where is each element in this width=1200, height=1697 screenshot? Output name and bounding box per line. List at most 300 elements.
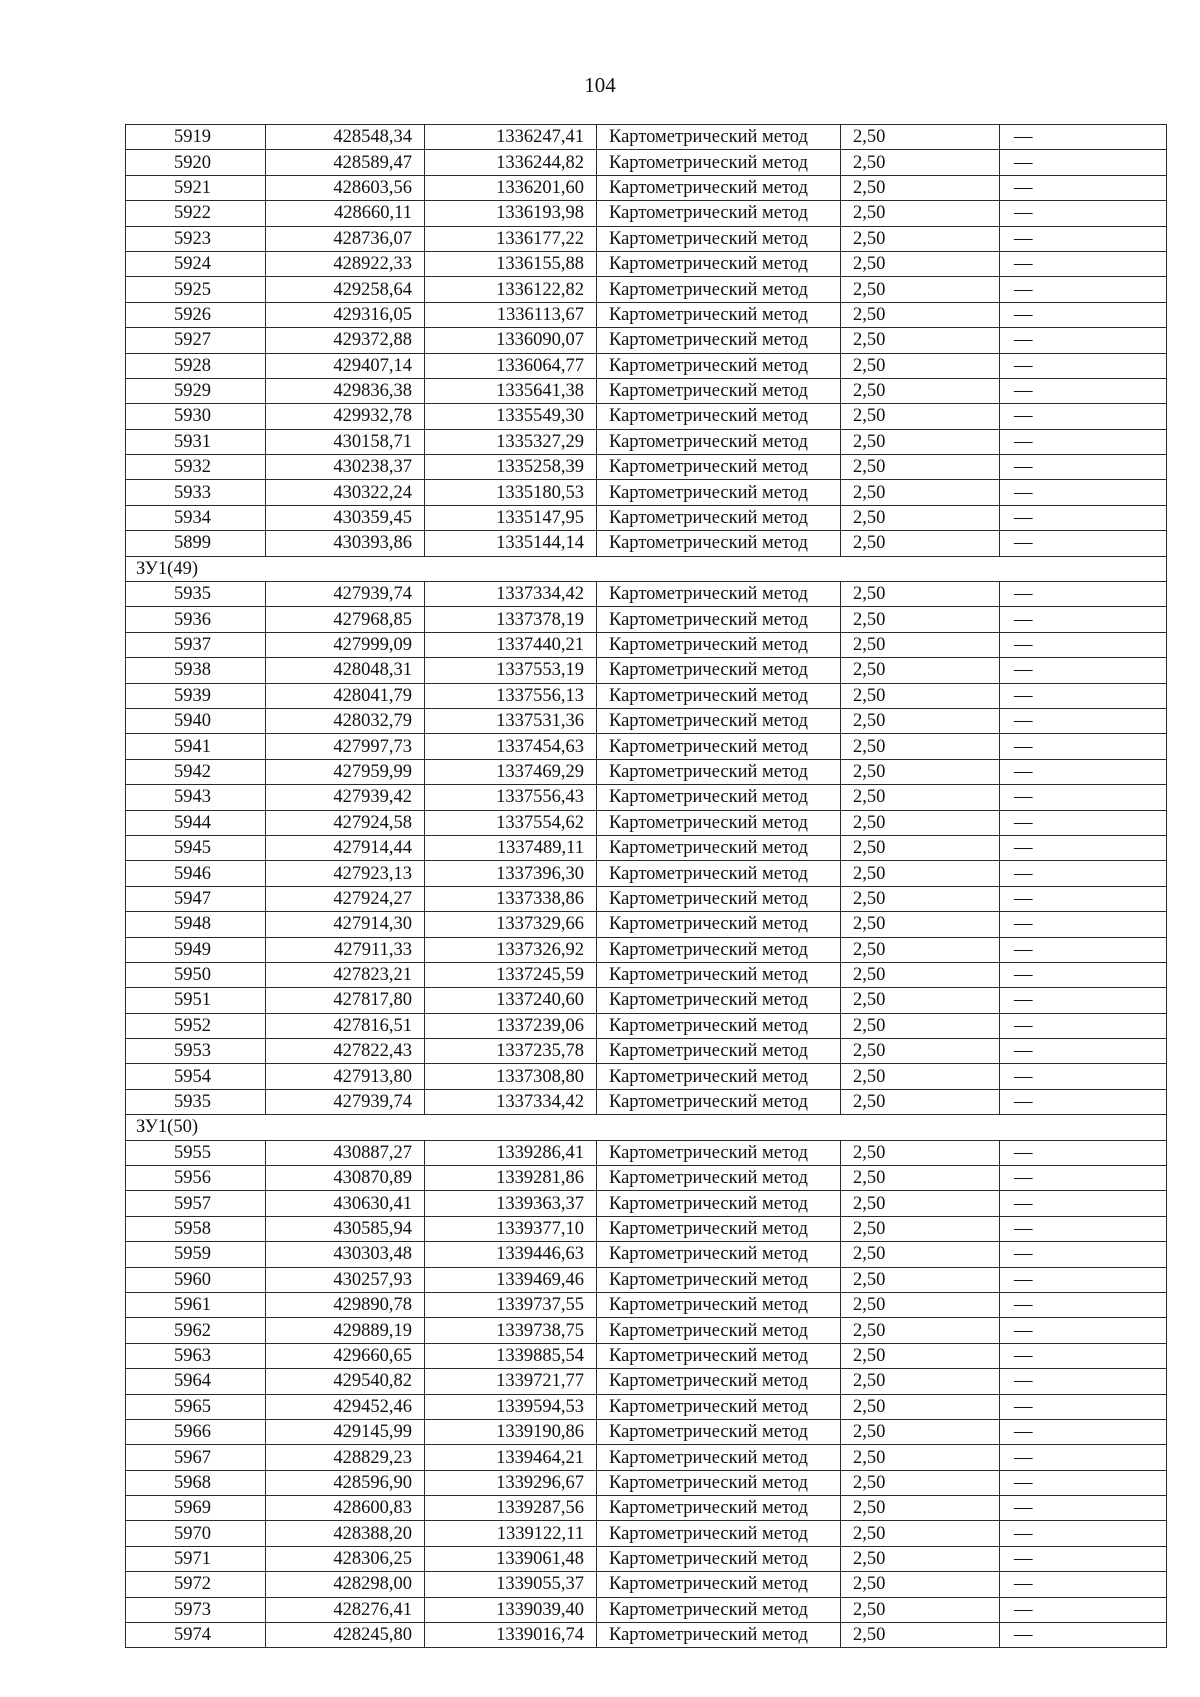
table-row	[126, 1039, 1167, 1064]
description-cell: —	[1000, 1369, 1167, 1394]
method-cell: Картометрический метод	[597, 1242, 841, 1267]
method-cell: Картометрический метод	[597, 912, 841, 937]
table-row	[126, 1419, 1167, 1444]
table-row	[126, 404, 1167, 429]
y-coordinate-cell: 1337489,11	[425, 835, 597, 860]
x-coordinate-cell: 430887,27	[266, 1140, 425, 1165]
point-number-cell: 5922	[126, 201, 266, 226]
x-coordinate-cell: 429316,05	[266, 302, 425, 327]
method-cell: Картометрический метод	[597, 201, 841, 226]
error-cell: 2,50	[841, 759, 1000, 784]
error-cell: 2,50	[841, 988, 1000, 1013]
table-row	[126, 505, 1167, 530]
x-coordinate-cell: 427939,74	[266, 582, 425, 607]
y-coordinate-cell: 1336177,22	[425, 226, 597, 251]
point-number-cell: 5948	[126, 912, 266, 937]
x-coordinate-cell: 430393,86	[266, 531, 425, 556]
y-coordinate-cell: 1337239,06	[425, 1013, 597, 1038]
description-cell: —	[1000, 1419, 1167, 1444]
table-row	[126, 429, 1167, 454]
method-cell: Картометрический метод	[597, 1343, 841, 1368]
point-number-cell: 5969	[126, 1496, 266, 1521]
method-cell: Картометрический метод	[597, 1623, 841, 1648]
description-cell: —	[1000, 1191, 1167, 1216]
y-coordinate-cell: 1339738,75	[425, 1318, 597, 1343]
point-number-cell: 5921	[126, 175, 266, 200]
method-cell: Картометрический метод	[597, 1013, 841, 1038]
x-coordinate-cell: 427999,09	[266, 632, 425, 657]
y-coordinate-cell: 1335549,30	[425, 404, 597, 429]
table-row	[126, 353, 1167, 378]
method-cell: Картометрический метод	[597, 1546, 841, 1571]
point-number-cell: 5972	[126, 1572, 266, 1597]
description-cell: —	[1000, 150, 1167, 175]
method-cell: Картометрический метод	[597, 861, 841, 886]
point-number-cell: 5974	[126, 1623, 266, 1648]
table-row	[126, 1369, 1167, 1394]
method-cell: Картометрический метод	[597, 1140, 841, 1165]
point-number-cell: 5970	[126, 1521, 266, 1546]
x-coordinate-cell: 427823,21	[266, 962, 425, 987]
table-row	[126, 962, 1167, 987]
x-coordinate-cell: 430585,94	[266, 1216, 425, 1241]
description-cell: —	[1000, 810, 1167, 835]
table-row	[126, 1318, 1167, 1343]
y-coordinate-cell: 1336193,98	[425, 201, 597, 226]
method-cell: Картометрический метод	[597, 378, 841, 403]
point-number-cell: 5963	[126, 1343, 266, 1368]
table-row	[126, 226, 1167, 251]
point-number-cell: 5964	[126, 1369, 266, 1394]
point-number-cell: 5968	[126, 1470, 266, 1495]
error-cell: 2,50	[841, 785, 1000, 810]
description-cell: —	[1000, 1216, 1167, 1241]
table-row	[126, 1496, 1167, 1521]
description-cell: —	[1000, 378, 1167, 403]
description-cell: —	[1000, 734, 1167, 759]
point-number-cell: 5927	[126, 328, 266, 353]
x-coordinate-cell: 427816,51	[266, 1013, 425, 1038]
description-cell: —	[1000, 861, 1167, 886]
y-coordinate-cell: 1339016,74	[425, 1623, 597, 1648]
method-cell: Картометрический метод	[597, 277, 841, 302]
error-cell: 2,50	[841, 582, 1000, 607]
method-cell: Картометрический метод	[597, 480, 841, 505]
section-label: ЗУ1(50)	[126, 1115, 1167, 1140]
y-coordinate-cell: 1339377,10	[425, 1216, 597, 1241]
method-cell: Картометрический метод	[597, 886, 841, 911]
x-coordinate-cell: 428600,83	[266, 1496, 425, 1521]
x-coordinate-cell: 429540,82	[266, 1369, 425, 1394]
method-cell: Картометрический метод	[597, 658, 841, 683]
x-coordinate-cell: 428829,23	[266, 1445, 425, 1470]
method-cell: Картометрический метод	[597, 1445, 841, 1470]
point-number-cell: 5943	[126, 785, 266, 810]
point-number-cell: 5953	[126, 1039, 266, 1064]
x-coordinate-cell: 428736,07	[266, 226, 425, 251]
x-coordinate-cell: 429932,78	[266, 404, 425, 429]
point-number-cell: 5926	[126, 302, 266, 327]
error-cell: 2,50	[841, 962, 1000, 987]
error-cell: 2,50	[841, 1419, 1000, 1444]
error-cell: 2,50	[841, 455, 1000, 480]
description-cell: —	[1000, 1521, 1167, 1546]
table-row	[126, 1216, 1167, 1241]
y-coordinate-cell: 1337338,86	[425, 886, 597, 911]
method-cell: Картометрический метод	[597, 1292, 841, 1317]
y-coordinate-cell: 1337378,19	[425, 607, 597, 632]
description-cell: —	[1000, 835, 1167, 860]
x-coordinate-cell: 427822,43	[266, 1039, 425, 1064]
point-number-cell: 5935	[126, 582, 266, 607]
y-coordinate-cell: 1337531,36	[425, 708, 597, 733]
x-coordinate-cell: 427968,85	[266, 607, 425, 632]
error-cell: 2,50	[841, 1343, 1000, 1368]
section-header-row	[126, 1115, 1167, 1140]
description-cell: —	[1000, 582, 1167, 607]
point-number-cell: 5962	[126, 1318, 266, 1343]
error-cell: 2,50	[841, 1191, 1000, 1216]
y-coordinate-cell: 1339594,53	[425, 1394, 597, 1419]
point-number-cell: 5956	[126, 1166, 266, 1191]
description-cell: —	[1000, 886, 1167, 911]
point-number-cell: 5954	[126, 1064, 266, 1089]
method-cell: Картометрический метод	[597, 531, 841, 556]
coordinates-table-body	[126, 125, 1167, 1648]
error-cell: 2,50	[841, 1292, 1000, 1317]
y-coordinate-cell: 1337326,92	[425, 937, 597, 962]
description-cell: —	[1000, 251, 1167, 276]
error-cell: 2,50	[841, 607, 1000, 632]
description-cell: —	[1000, 1267, 1167, 1292]
table-row	[126, 1140, 1167, 1165]
point-number-cell: 5942	[126, 759, 266, 784]
y-coordinate-cell: 1339286,41	[425, 1140, 597, 1165]
table-row	[126, 835, 1167, 860]
description-cell: —	[1000, 1089, 1167, 1114]
point-number-cell: 5947	[126, 886, 266, 911]
description-cell: —	[1000, 226, 1167, 251]
y-coordinate-cell: 1339039,40	[425, 1597, 597, 1622]
table-row	[126, 683, 1167, 708]
error-cell: 2,50	[841, 683, 1000, 708]
point-number-cell: 5923	[126, 226, 266, 251]
table-row	[126, 328, 1167, 353]
error-cell: 2,50	[841, 1369, 1000, 1394]
description-cell: —	[1000, 455, 1167, 480]
method-cell: Картометрический метод	[597, 708, 841, 733]
description-cell: —	[1000, 1394, 1167, 1419]
error-cell: 2,50	[841, 1140, 1000, 1165]
method-cell: Картометрический метод	[597, 607, 841, 632]
table-row	[126, 302, 1167, 327]
point-number-cell: 5920	[126, 150, 266, 175]
page-number: 104	[584, 73, 616, 97]
point-number-cell: 5945	[126, 835, 266, 860]
y-coordinate-cell: 1337469,29	[425, 759, 597, 784]
error-cell: 2,50	[841, 1216, 1000, 1241]
y-coordinate-cell: 1339737,55	[425, 1292, 597, 1317]
x-coordinate-cell: 430158,71	[266, 429, 425, 454]
x-coordinate-cell: 427924,27	[266, 886, 425, 911]
y-coordinate-cell: 1339469,46	[425, 1267, 597, 1292]
method-cell: Картометрический метод	[597, 353, 841, 378]
point-number-cell: 5940	[126, 708, 266, 733]
x-coordinate-cell: 428660,11	[266, 201, 425, 226]
error-cell: 2,50	[841, 1013, 1000, 1038]
method-cell: Картометрический метод	[597, 302, 841, 327]
table-row	[126, 759, 1167, 784]
error-cell: 2,50	[841, 251, 1000, 276]
method-cell: Картометрический метод	[597, 175, 841, 200]
description-cell: —	[1000, 404, 1167, 429]
y-coordinate-cell: 1339721,77	[425, 1369, 597, 1394]
description-cell: —	[1000, 708, 1167, 733]
description-cell: —	[1000, 1292, 1167, 1317]
table-row	[126, 1166, 1167, 1191]
x-coordinate-cell: 428306,25	[266, 1546, 425, 1571]
error-cell: 2,50	[841, 1089, 1000, 1114]
point-number-cell: 5957	[126, 1191, 266, 1216]
table-row	[126, 251, 1167, 276]
error-cell: 2,50	[841, 404, 1000, 429]
error-cell: 2,50	[841, 1064, 1000, 1089]
point-number-cell: 5971	[126, 1546, 266, 1571]
x-coordinate-cell: 427914,44	[266, 835, 425, 860]
error-cell: 2,50	[841, 1623, 1000, 1648]
description-cell: —	[1000, 1597, 1167, 1622]
error-cell: 2,50	[841, 937, 1000, 962]
table-row	[126, 886, 1167, 911]
table-row	[126, 175, 1167, 200]
section-header-row	[126, 556, 1167, 581]
error-cell: 2,50	[841, 378, 1000, 403]
x-coordinate-cell: 428298,00	[266, 1572, 425, 1597]
method-cell: Картометрический метод	[597, 1369, 841, 1394]
x-coordinate-cell: 427914,30	[266, 912, 425, 937]
error-cell: 2,50	[841, 1546, 1000, 1571]
description-cell: —	[1000, 1445, 1167, 1470]
y-coordinate-cell: 1336122,82	[425, 277, 597, 302]
error-cell: 2,50	[841, 328, 1000, 353]
description-cell: —	[1000, 607, 1167, 632]
y-coordinate-cell: 1337329,66	[425, 912, 597, 937]
x-coordinate-cell: 430322,24	[266, 480, 425, 505]
method-cell: Картометрический метод	[597, 1318, 841, 1343]
y-coordinate-cell: 1337554,62	[425, 810, 597, 835]
table-row	[126, 1292, 1167, 1317]
y-coordinate-cell: 1335327,29	[425, 429, 597, 454]
point-number-cell: 5928	[126, 353, 266, 378]
error-cell: 2,50	[841, 1242, 1000, 1267]
x-coordinate-cell: 427924,58	[266, 810, 425, 835]
error-cell: 2,50	[841, 531, 1000, 556]
table-row	[126, 1064, 1167, 1089]
table-row	[126, 658, 1167, 683]
point-number-cell: 5936	[126, 607, 266, 632]
y-coordinate-cell: 1337245,59	[425, 962, 597, 987]
method-cell: Картометрический метод	[597, 835, 841, 860]
description-cell: —	[1000, 531, 1167, 556]
error-cell: 2,50	[841, 150, 1000, 175]
description-cell: —	[1000, 759, 1167, 784]
table-row	[126, 1267, 1167, 1292]
x-coordinate-cell: 428048,31	[266, 658, 425, 683]
y-coordinate-cell: 1335180,53	[425, 480, 597, 505]
description-cell: —	[1000, 912, 1167, 937]
x-coordinate-cell: 429836,38	[266, 378, 425, 403]
table-row	[126, 1546, 1167, 1571]
y-coordinate-cell: 1335147,95	[425, 505, 597, 530]
x-coordinate-cell: 428596,90	[266, 1470, 425, 1495]
table-row	[126, 125, 1167, 150]
x-coordinate-cell: 429372,88	[266, 328, 425, 353]
y-coordinate-cell: 1339446,63	[425, 1242, 597, 1267]
description-cell: —	[1000, 429, 1167, 454]
description-cell: —	[1000, 632, 1167, 657]
point-number-cell: 5944	[126, 810, 266, 835]
y-coordinate-cell: 1339464,21	[425, 1445, 597, 1470]
method-cell: Картометрический метод	[597, 1191, 841, 1216]
point-number-cell: 5937	[126, 632, 266, 657]
x-coordinate-cell: 428589,47	[266, 150, 425, 175]
y-coordinate-cell: 1339281,86	[425, 1166, 597, 1191]
error-cell: 2,50	[841, 125, 1000, 150]
x-coordinate-cell: 427939,42	[266, 785, 425, 810]
method-cell: Картометрический метод	[597, 505, 841, 530]
description-cell: —	[1000, 302, 1167, 327]
y-coordinate-cell: 1336113,67	[425, 302, 597, 327]
point-number-cell: 5950	[126, 962, 266, 987]
coordinates-table	[125, 124, 1167, 1648]
y-coordinate-cell: 1336244,82	[425, 150, 597, 175]
error-cell: 2,50	[841, 353, 1000, 378]
description-cell: —	[1000, 1318, 1167, 1343]
error-cell: 2,50	[841, 708, 1000, 733]
table-row	[126, 1013, 1167, 1038]
method-cell: Картометрический метод	[597, 251, 841, 276]
point-number-cell: 5955	[126, 1140, 266, 1165]
y-coordinate-cell: 1337235,78	[425, 1039, 597, 1064]
description-cell: —	[1000, 1343, 1167, 1368]
point-number-cell: 5973	[126, 1597, 266, 1622]
y-coordinate-cell: 1339122,11	[425, 1521, 597, 1546]
description-cell: —	[1000, 1013, 1167, 1038]
error-cell: 2,50	[841, 1521, 1000, 1546]
x-coordinate-cell: 427913,80	[266, 1064, 425, 1089]
description-cell: —	[1000, 201, 1167, 226]
error-cell: 2,50	[841, 1267, 1000, 1292]
error-cell: 2,50	[841, 734, 1000, 759]
table-row	[126, 708, 1167, 733]
method-cell: Картометрический метод	[597, 759, 841, 784]
description-cell: —	[1000, 988, 1167, 1013]
method-cell: Картометрический метод	[597, 582, 841, 607]
section-label: ЗУ1(49)	[126, 556, 1167, 581]
method-cell: Картометрический метод	[597, 1267, 841, 1292]
method-cell: Картометрический метод	[597, 429, 841, 454]
table-row	[126, 582, 1167, 607]
x-coordinate-cell: 430238,37	[266, 455, 425, 480]
method-cell: Картометрический метод	[597, 1521, 841, 1546]
point-number-cell: 5965	[126, 1394, 266, 1419]
method-cell: Картометрический метод	[597, 785, 841, 810]
y-coordinate-cell: 1339885,54	[425, 1343, 597, 1368]
description-cell: —	[1000, 328, 1167, 353]
x-coordinate-cell: 429407,14	[266, 353, 425, 378]
x-coordinate-cell: 428041,79	[266, 683, 425, 708]
error-cell: 2,50	[841, 658, 1000, 683]
point-number-cell: 5931	[126, 429, 266, 454]
y-coordinate-cell: 1337396,30	[425, 861, 597, 886]
method-cell: Картометрический метод	[597, 734, 841, 759]
x-coordinate-cell: 429660,65	[266, 1343, 425, 1368]
x-coordinate-cell: 427959,99	[266, 759, 425, 784]
y-coordinate-cell: 1336090,07	[425, 328, 597, 353]
error-cell: 2,50	[841, 1039, 1000, 1064]
error-cell: 2,50	[841, 1597, 1000, 1622]
point-number-cell: 5961	[126, 1292, 266, 1317]
description-cell: —	[1000, 505, 1167, 530]
x-coordinate-cell: 430359,45	[266, 505, 425, 530]
x-coordinate-cell: 428245,80	[266, 1623, 425, 1648]
point-number-cell: 5933	[126, 480, 266, 505]
method-cell: Картометрический метод	[597, 810, 841, 835]
method-cell: Картометрический метод	[597, 328, 841, 353]
description-cell: —	[1000, 277, 1167, 302]
y-coordinate-cell: 1337556,43	[425, 785, 597, 810]
method-cell: Картометрический метод	[597, 1496, 841, 1521]
y-coordinate-cell: 1337334,42	[425, 582, 597, 607]
x-coordinate-cell: 429452,46	[266, 1394, 425, 1419]
table-row	[126, 734, 1167, 759]
table-row	[126, 1470, 1167, 1495]
table-row	[126, 201, 1167, 226]
error-cell: 2,50	[841, 201, 1000, 226]
method-cell: Картометрический метод	[597, 1089, 841, 1114]
method-cell: Картометрический метод	[597, 1470, 841, 1495]
point-number-cell: 5899	[126, 531, 266, 556]
error-cell: 2,50	[841, 810, 1000, 835]
method-cell: Картометрический метод	[597, 125, 841, 150]
table-row	[126, 1572, 1167, 1597]
error-cell: 2,50	[841, 429, 1000, 454]
x-coordinate-cell: 427997,73	[266, 734, 425, 759]
point-number-cell: 5966	[126, 1419, 266, 1444]
table-row	[126, 912, 1167, 937]
y-coordinate-cell: 1335144,14	[425, 531, 597, 556]
y-coordinate-cell: 1336155,88	[425, 251, 597, 276]
y-coordinate-cell: 1339363,37	[425, 1191, 597, 1216]
description-cell: —	[1000, 658, 1167, 683]
method-cell: Картометрический метод	[597, 632, 841, 657]
y-coordinate-cell: 1337240,60	[425, 988, 597, 1013]
y-coordinate-cell: 1337553,19	[425, 658, 597, 683]
table-row	[126, 1343, 1167, 1368]
method-cell: Картометрический метод	[597, 150, 841, 175]
error-cell: 2,50	[841, 1394, 1000, 1419]
description-cell: —	[1000, 1140, 1167, 1165]
point-number-cell: 5967	[126, 1445, 266, 1470]
error-cell: 2,50	[841, 302, 1000, 327]
x-coordinate-cell: 428276,41	[266, 1597, 425, 1622]
point-number-cell: 5919	[126, 125, 266, 150]
x-coordinate-cell: 429889,19	[266, 1318, 425, 1343]
error-cell: 2,50	[841, 1496, 1000, 1521]
y-coordinate-cell: 1339190,86	[425, 1419, 597, 1444]
error-cell: 2,50	[841, 175, 1000, 200]
table-row	[126, 1623, 1167, 1648]
